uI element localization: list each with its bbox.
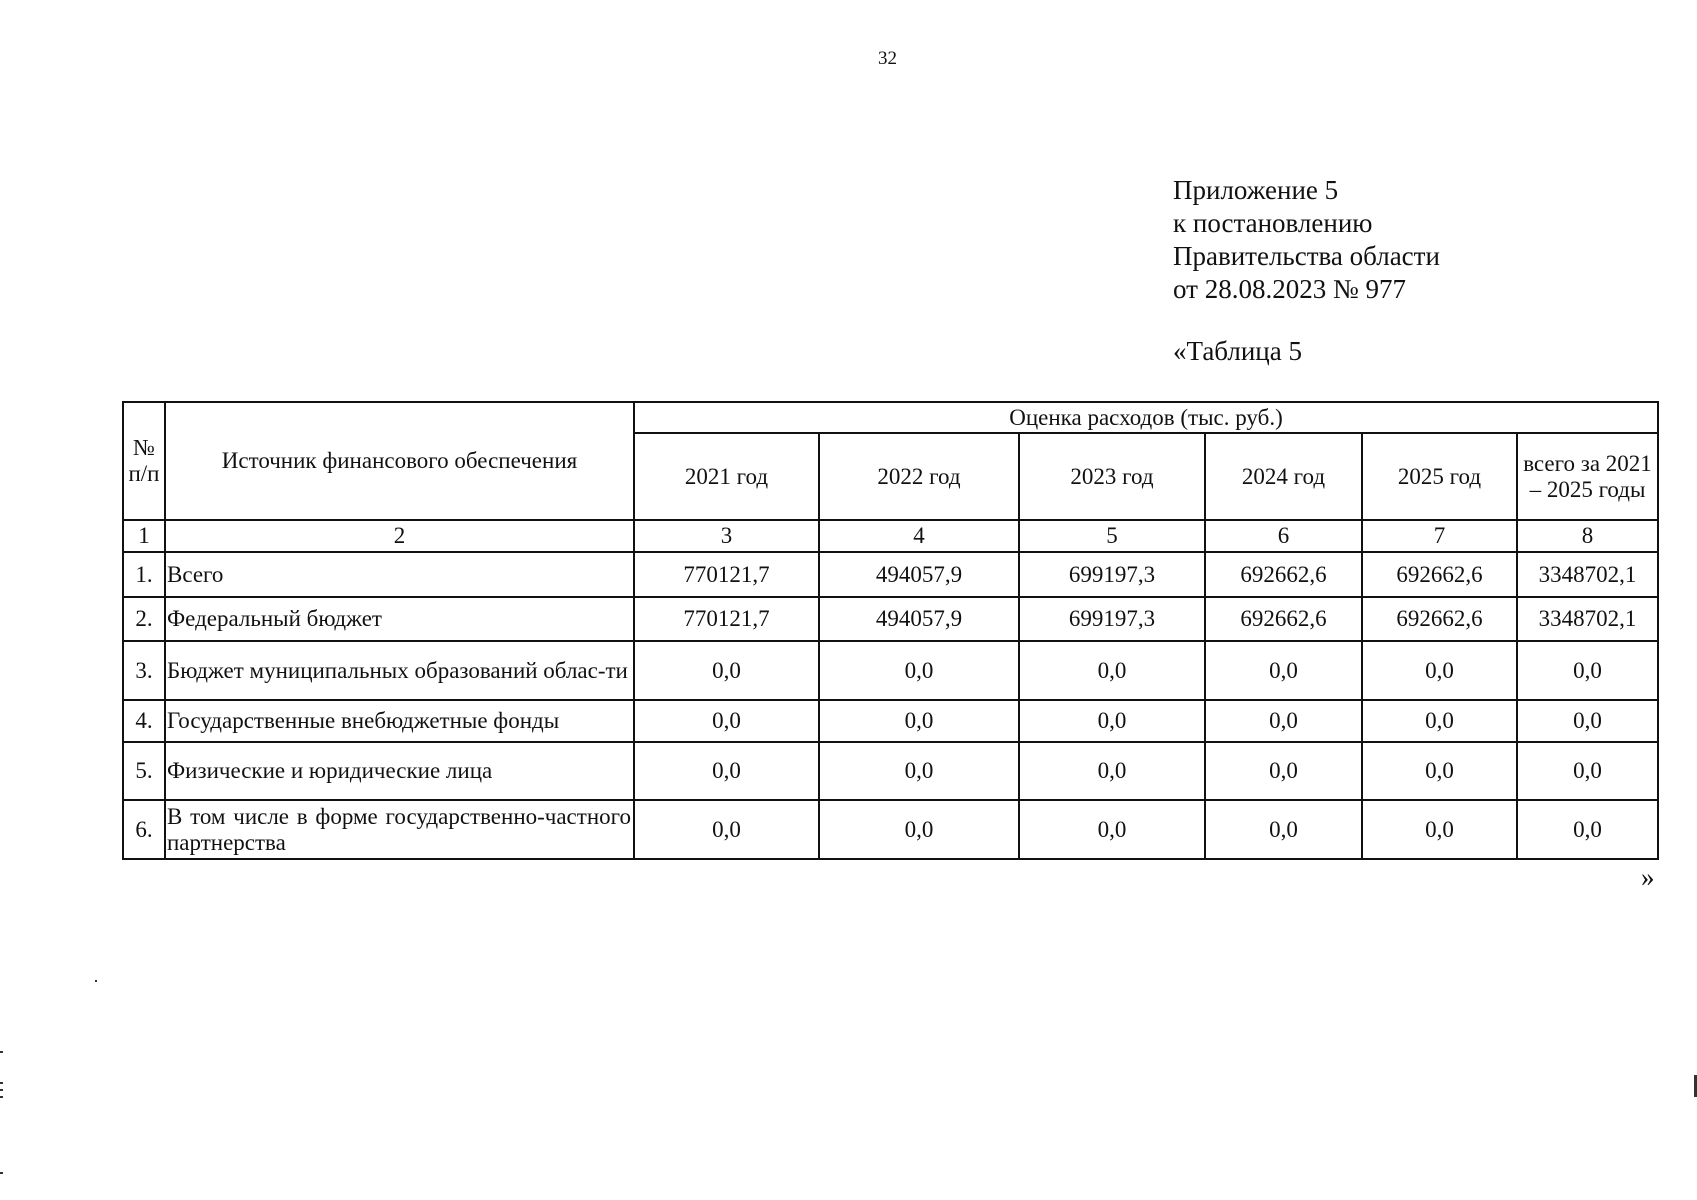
row-value: 0,0: [1205, 742, 1362, 800]
row-value: 0,0: [819, 800, 1019, 859]
row-value: 494057,9: [819, 552, 1019, 597]
row-value: 0,0: [634, 700, 819, 742]
scan-edge-mark: [0, 1082, 3, 1084]
row-number: 2.: [123, 597, 165, 641]
row-source: Федеральный бюджет: [165, 597, 634, 641]
row-source: Физические и юридические лица: [165, 742, 634, 800]
scan-edge-mark: [0, 1051, 3, 1053]
row-source: Государственные внебюджетные фонды: [165, 700, 634, 742]
column-number: 1: [123, 520, 165, 552]
row-total: 3348702,1: [1517, 597, 1658, 641]
table-row: [123, 800, 1658, 859]
column-number: 3: [634, 520, 819, 552]
row-value: 0,0: [1205, 700, 1362, 742]
row-number: 4.: [123, 700, 165, 742]
row-total: 0,0: [1517, 742, 1658, 800]
appendix-date-number: от 28.08.2023 № 977: [1173, 274, 1406, 304]
row-value: 699197,3: [1019, 597, 1205, 641]
row-value: 0,0: [1019, 700, 1205, 742]
row-value: 0,0: [1205, 641, 1362, 700]
row-value: 0,0: [1362, 641, 1517, 700]
row-value: 494057,9: [819, 597, 1019, 641]
row-number: 5.: [123, 742, 165, 800]
scan-edge-mark: [0, 1096, 3, 1098]
row-value: 0,0: [1362, 800, 1517, 859]
scan-edge-mark: [0, 1089, 3, 1091]
closing-quote: »: [1641, 862, 1655, 892]
row-number: 3.: [123, 641, 165, 700]
row-source: В том числе в форме государственно-частного партнерства: [165, 800, 634, 859]
row-value: 0,0: [1019, 800, 1205, 859]
financing-table: [122, 401, 1659, 860]
row-value: 0,0: [819, 641, 1019, 700]
table-label: «Таблица 5: [1173, 336, 1302, 366]
appendix-government: Правительства области: [1173, 241, 1440, 271]
row-value: 0,0: [1362, 700, 1517, 742]
column-number: 7: [1362, 520, 1517, 552]
row-total: 0,0: [1517, 800, 1658, 859]
row-value: 0,0: [1019, 641, 1205, 700]
row-value: 770121,7: [634, 597, 819, 641]
table-row: [123, 700, 1658, 742]
column-number: 5: [1019, 520, 1205, 552]
table-row: [123, 742, 1658, 800]
row-value: 0,0: [634, 800, 819, 859]
column-number-row: [123, 520, 1658, 552]
header-estimate: Оценка расходов (тыс. руб.): [634, 402, 1658, 433]
row-value: 770121,7: [634, 552, 819, 597]
row-total: 0,0: [1517, 641, 1658, 700]
row-number: 6.: [123, 800, 165, 859]
row-value: 0,0: [1019, 742, 1205, 800]
appendix-title: Приложение 5: [1173, 175, 1339, 205]
column-number: 2: [165, 520, 634, 552]
row-value: 0,0: [819, 700, 1019, 742]
row-value: 0,0: [1205, 800, 1362, 859]
table-row: [123, 641, 1658, 700]
header-year: 2025 год: [1362, 433, 1517, 520]
header-year: 2022 год: [819, 433, 1019, 520]
row-total: 0,0: [1517, 700, 1658, 742]
row-value: 0,0: [634, 641, 819, 700]
row-total: 3348702,1: [1517, 552, 1658, 597]
row-source: Всего: [165, 552, 634, 597]
column-number: 6: [1205, 520, 1362, 552]
header-year: 2021 год: [634, 433, 819, 520]
column-number: 8: [1517, 520, 1658, 552]
header-source: Источник финансового обеспечения: [165, 402, 634, 520]
table-row: [123, 552, 1658, 597]
row-source: Бюджет муниципальных образований облас-ти: [165, 641, 634, 700]
header-number: № п/п: [123, 402, 165, 520]
row-value: 0,0: [819, 742, 1019, 800]
appendix-header: [1173, 174, 1440, 306]
row-value: 692662,6: [1362, 597, 1517, 641]
row-value: 692662,6: [1205, 552, 1362, 597]
scan-edge-mark: [0, 1172, 3, 1174]
row-value: 692662,6: [1362, 552, 1517, 597]
row-value: 0,0: [634, 742, 819, 800]
row-value: 0,0: [1362, 742, 1517, 800]
header-year: 2023 год: [1019, 433, 1205, 520]
row-value: 699197,3: [1019, 552, 1205, 597]
header-year: 2024 год: [1205, 433, 1362, 520]
appendix-resolution: к постановлению: [1173, 208, 1373, 238]
row-value: 692662,6: [1205, 597, 1362, 641]
row-number: 1.: [123, 552, 165, 597]
header-total: всего за 2021 – 2025 годы: [1517, 433, 1658, 520]
page-number: 32: [878, 48, 897, 69]
table-row: [123, 597, 1658, 641]
scan-speck: [95, 980, 97, 982]
column-number: 4: [819, 520, 1019, 552]
